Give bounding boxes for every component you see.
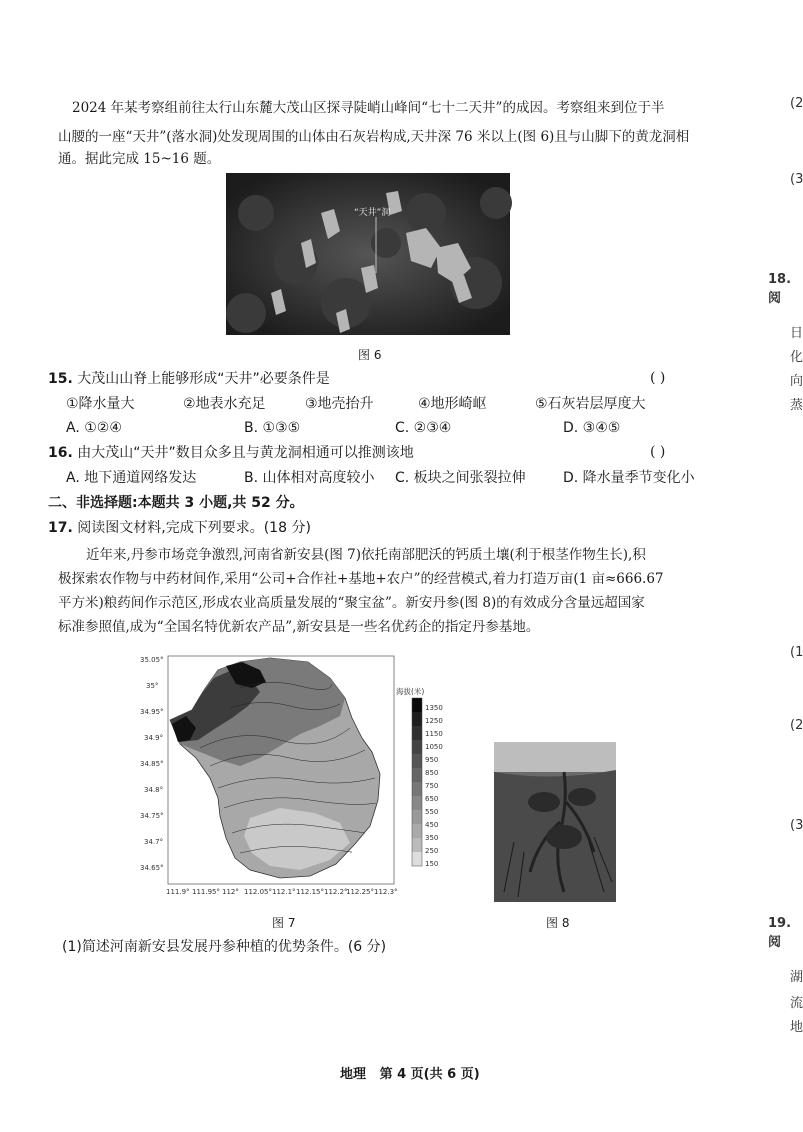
figure-7-caption: 图 7: [272, 916, 296, 930]
q15-option-b: B. ①③⑤: [244, 420, 301, 436]
lon-tick-112-3: 112.3°: [374, 888, 398, 896]
question-15-number: 15.: [48, 371, 73, 387]
section-2-heading: 二、非选择题:本题共 3 小题,共 52 分。: [48, 495, 304, 511]
q15-option-a: A. ①②④: [66, 420, 122, 436]
lat-tick-34-65: 34.65°: [140, 864, 164, 872]
lat-tick-35-05: 35.05°: [140, 656, 164, 664]
right-edge-text-11: 19. 阅: [768, 916, 792, 950]
q15-item-2: ②地表水充足: [183, 396, 266, 412]
legend-value-450: 450: [425, 821, 439, 829]
legend-value-150: 150: [425, 860, 439, 868]
q17-para-line-1: 近年来,丹参市场竞争激烈,河南省新安县(图 7)依托南部肥沃的钙质土壤(利于根茎作物生长),积: [86, 547, 646, 563]
legend-value-350: 350: [425, 834, 439, 842]
q15-item-1: ①降水量大: [66, 396, 135, 412]
right-edge-text-14: 地: [790, 1020, 803, 1035]
figure-8-photo: [494, 742, 616, 902]
page-footer: 地理 第 4 页(共 6 页): [340, 1067, 480, 1082]
lon-tick-112-25: 112.25°: [346, 888, 374, 896]
legend-value-550: 550: [425, 808, 439, 816]
right-edge-text-8: (1: [790, 645, 803, 660]
right-edge-text-13: 流: [790, 996, 803, 1011]
question-15-stem: 大茂山山脊上能够形成“天井”必要条件是: [77, 371, 330, 387]
legend-value-1350: 1350: [425, 704, 443, 712]
q15-option-c: C. ②③④: [395, 420, 452, 436]
intro-line-1: 2024 年某考察组前往太行山东麓大茂山区探寻陡峭山峰间“七十二天井”的成因。考察组来到位于半: [72, 100, 665, 116]
intro-line-3: 通。据此完成 15~16 题。: [58, 151, 221, 167]
question-15: [48, 366, 330, 392]
right-edge-text-6: 向: [790, 374, 803, 389]
legend-value-1050: 1050: [425, 743, 443, 751]
figure-6-caption: 图 6: [358, 348, 382, 362]
lat-tick-34-75: 34.75°: [140, 812, 164, 820]
q15-item-3: ③地壳抬升: [305, 396, 374, 412]
figure-6-label: “天井”洞: [354, 208, 391, 218]
intro-line-2: 山腰的一座“天井”(落水洞)处发现周围的山体由石灰岩构成,天井深 76 米以上(图 6)且与山脚下的黄龙洞相: [58, 129, 690, 145]
legend-value-650: 650: [425, 795, 439, 803]
question-15-answer-paren: ( ): [650, 370, 666, 386]
right-edge-text-1: (2: [790, 96, 803, 111]
question-16: [48, 440, 414, 466]
q17-para-line-2: 极探索农作物与中药材间作,采用“公司+合作社+基地+农户”的经营模式,着力打造万亩(1 亩≈666.67: [58, 571, 664, 587]
question-17-stem: 阅读图文材料,完成下列要求。(18 分): [77, 520, 311, 536]
right-edge-text-12: 湖: [790, 970, 803, 985]
legend-title: 海拔(米): [396, 687, 425, 696]
figure-6-photo: [226, 173, 510, 335]
figure-8-caption: 图 8: [546, 916, 570, 930]
q17-para-line-4: 标准参照值,成为“全国名特优新农产品”,新安县是一些名优药企的指定丹参基地。: [58, 619, 540, 635]
question-16-stem: 由大茂山“天井”数目众多且与黄龙洞相通可以推测该地: [77, 445, 414, 461]
legend-value-1150: 1150: [425, 730, 443, 738]
right-edge-text-9: (2: [790, 718, 803, 733]
q15-option-d: D. ③④⑤: [563, 420, 621, 436]
lon-tick-111-9: 111.9°: [166, 888, 190, 896]
legend-value-850: 850: [425, 769, 439, 777]
q16-option-c: C. 板块之间张裂拉伸: [395, 470, 526, 486]
lon-tick-112-05: 112.05°: [244, 888, 272, 896]
lat-tick-34-9: 34.9°: [144, 734, 164, 742]
lat-tick-35: 35°: [146, 682, 159, 690]
lon-tick-112-2: 112.2°: [324, 888, 348, 896]
q16-option-d: D. 降水量季节变化小: [563, 470, 695, 486]
right-edge-text-5: 化: [790, 350, 803, 365]
figure-7-map: [140, 648, 450, 908]
right-edge-text-4: 日: [790, 326, 803, 341]
q17-sub-question-1: (1)简述河南新安县发展丹参种植的优势条件。(6 分): [62, 939, 387, 955]
lon-tick-111-95: 111.95°: [192, 888, 220, 896]
q16-option-b: B. 山体相对高度较小: [244, 470, 375, 486]
q15-item-5: ⑤石灰岩层厚度大: [535, 396, 646, 412]
right-edge-text-7: 蒸: [790, 398, 803, 413]
right-edge-text-10: (3: [790, 818, 803, 833]
question-17-number: 17.: [48, 520, 73, 536]
elevation-legend: [412, 698, 422, 866]
lat-tick-34-85: 34.85°: [140, 760, 164, 768]
q17-para-line-3: 平方米)粮药间作示范区,形成农业高质量发展的“聚宝盆”。新安丹参(图 8)的有效成分含量远超国家: [58, 595, 645, 611]
legend-value-950: 950: [425, 756, 439, 764]
lon-tick-112: 112°: [222, 888, 239, 896]
question-16-number: 16.: [48, 445, 73, 461]
question-17: [48, 515, 311, 541]
right-edge-text-2: (3: [790, 172, 803, 187]
lon-tick-112-1: 112.1°: [272, 888, 296, 896]
q15-item-4: ④地形崎岖: [418, 396, 487, 412]
lat-tick-34-95: 34.95°: [140, 708, 164, 716]
legend-value-1250: 1250: [425, 717, 443, 725]
legend-value-750: 750: [425, 782, 439, 790]
question-16-answer-paren: ( ): [650, 444, 666, 460]
lon-tick-112-15: 112.15°: [296, 888, 324, 896]
right-edge-text-3: 18. 阅: [768, 272, 792, 306]
legend-value-250: 250: [425, 847, 439, 855]
lat-tick-34-7: 34.7°: [144, 838, 164, 846]
lat-tick-34-8: 34.8°: [144, 786, 164, 794]
q16-option-a: A. 地下通道网络发达: [66, 470, 197, 486]
